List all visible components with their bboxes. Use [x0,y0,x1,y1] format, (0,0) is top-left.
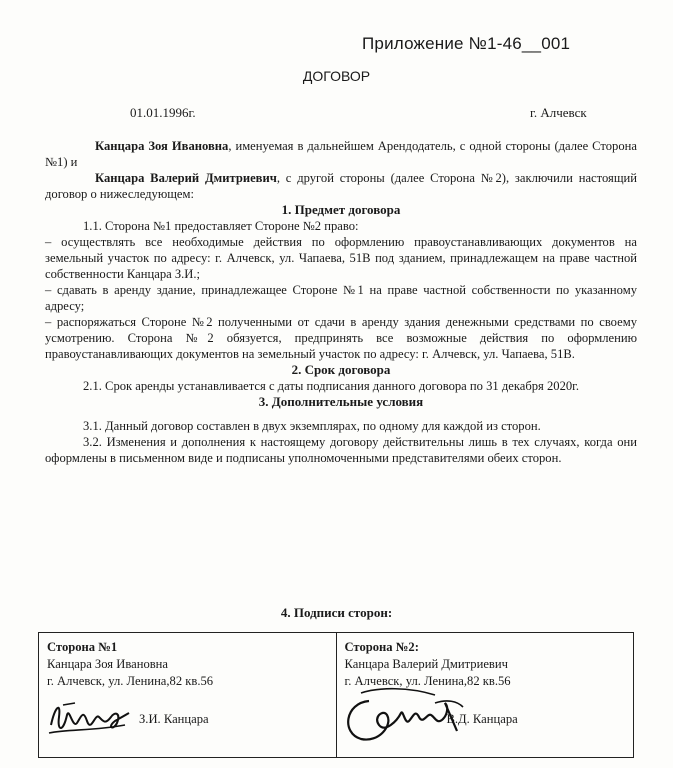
intro-party2 [45,170,637,202]
party2-role: , с другой стороны (далее Сторона №2), заключили настоящий договор о нижеследующем: [45,171,637,201]
party2-name: Канцара Валерий Дмитриевич [95,171,277,185]
party1-signature-icon [45,695,135,741]
party1-full-name: Канцара Зоя Ивановна [47,657,169,671]
contract-body [45,138,637,466]
party2-address: г. Алчевск, ул. Ленина,82 кв.56 [344,674,511,688]
signature-block-party2 [336,633,634,757]
contract-date: 01.01.1996г. [130,105,196,120]
intro-party1 [45,138,637,170]
party2-signature-icon [339,681,469,753]
party1-name: Канцара Зоя Ивановна [95,139,229,153]
signature-table [38,632,634,758]
section1-item-1: – осуществлять все необходимые действия по оформлению правоустанавливающих документов на земельный участок по адресу: г. Алчевск, ул. Чапаева, 51В под зданием, принадлежащем на праве частной собственности Канцара З.И.; [45,235,637,281]
section3-clause-1: 3.1. Данный договор составлен в двух экземплярах, по одному для каждой из сторон. [83,419,541,433]
section4-title: 4. Подписи сторон: [280,605,393,620]
section3-clause-2: 3.2. Изменения и дополнения к настоящему договору действительны лишь в тех случаях, когда они оформлены в письменном виде и подписаны уполномоченными представителями обеих сторон. [45,435,637,465]
party2-initials: В.Д. Канцара [446,712,518,726]
party1-address: г. Алчевск, ул. Ленина,82 кв.56 [47,674,214,688]
signature-block-party1 [39,633,336,757]
party1-label: Сторона №1 [47,640,118,654]
section2-title: 2. Срок договора [291,362,391,377]
section2-clause-1: 2.1. Срок аренды устанавливается с даты подписания данного договора по 31 декабря 2020г. [83,379,580,393]
section1-item-3: – распоряжаться Стороне №2 полученными от сдачи в аренду здания денежными средствами по своему усмотрению. Сторона №2 обязуется, предпринять все возможные действия по оформлению правоустанавливающих документов на земельный участок по адресу: г. Алчевск, ул. Чапаева, 51В. [45,315,637,361]
party2-label: Сторона №2: [344,640,419,654]
section1-title: 1. Предмет договора [281,202,401,217]
annex-number: Приложение №1-46__001 [362,34,571,53]
contract-city: г. Алчевск [530,105,587,120]
party1-initials: З.И. Канцара [139,712,209,726]
section1-item-2: – сдавать в аренду здание, принадлежащее Стороне №1 на праве частной собственности по указанному адресу; [45,283,637,313]
section1-clause-1: 1.1. Сторона №1 предоставляет Стороне №2 право: [83,219,359,233]
party1-role: , именуемая в дальнейшем Арендодатель, с одной стороны (далее Сторона №1) и [45,139,637,169]
party2-full-name: Канцара Валерий Дмитриевич [344,657,508,671]
document-title: ДОГОВОР [302,68,371,84]
section3-title: 3. Дополнительные условия [258,394,424,409]
